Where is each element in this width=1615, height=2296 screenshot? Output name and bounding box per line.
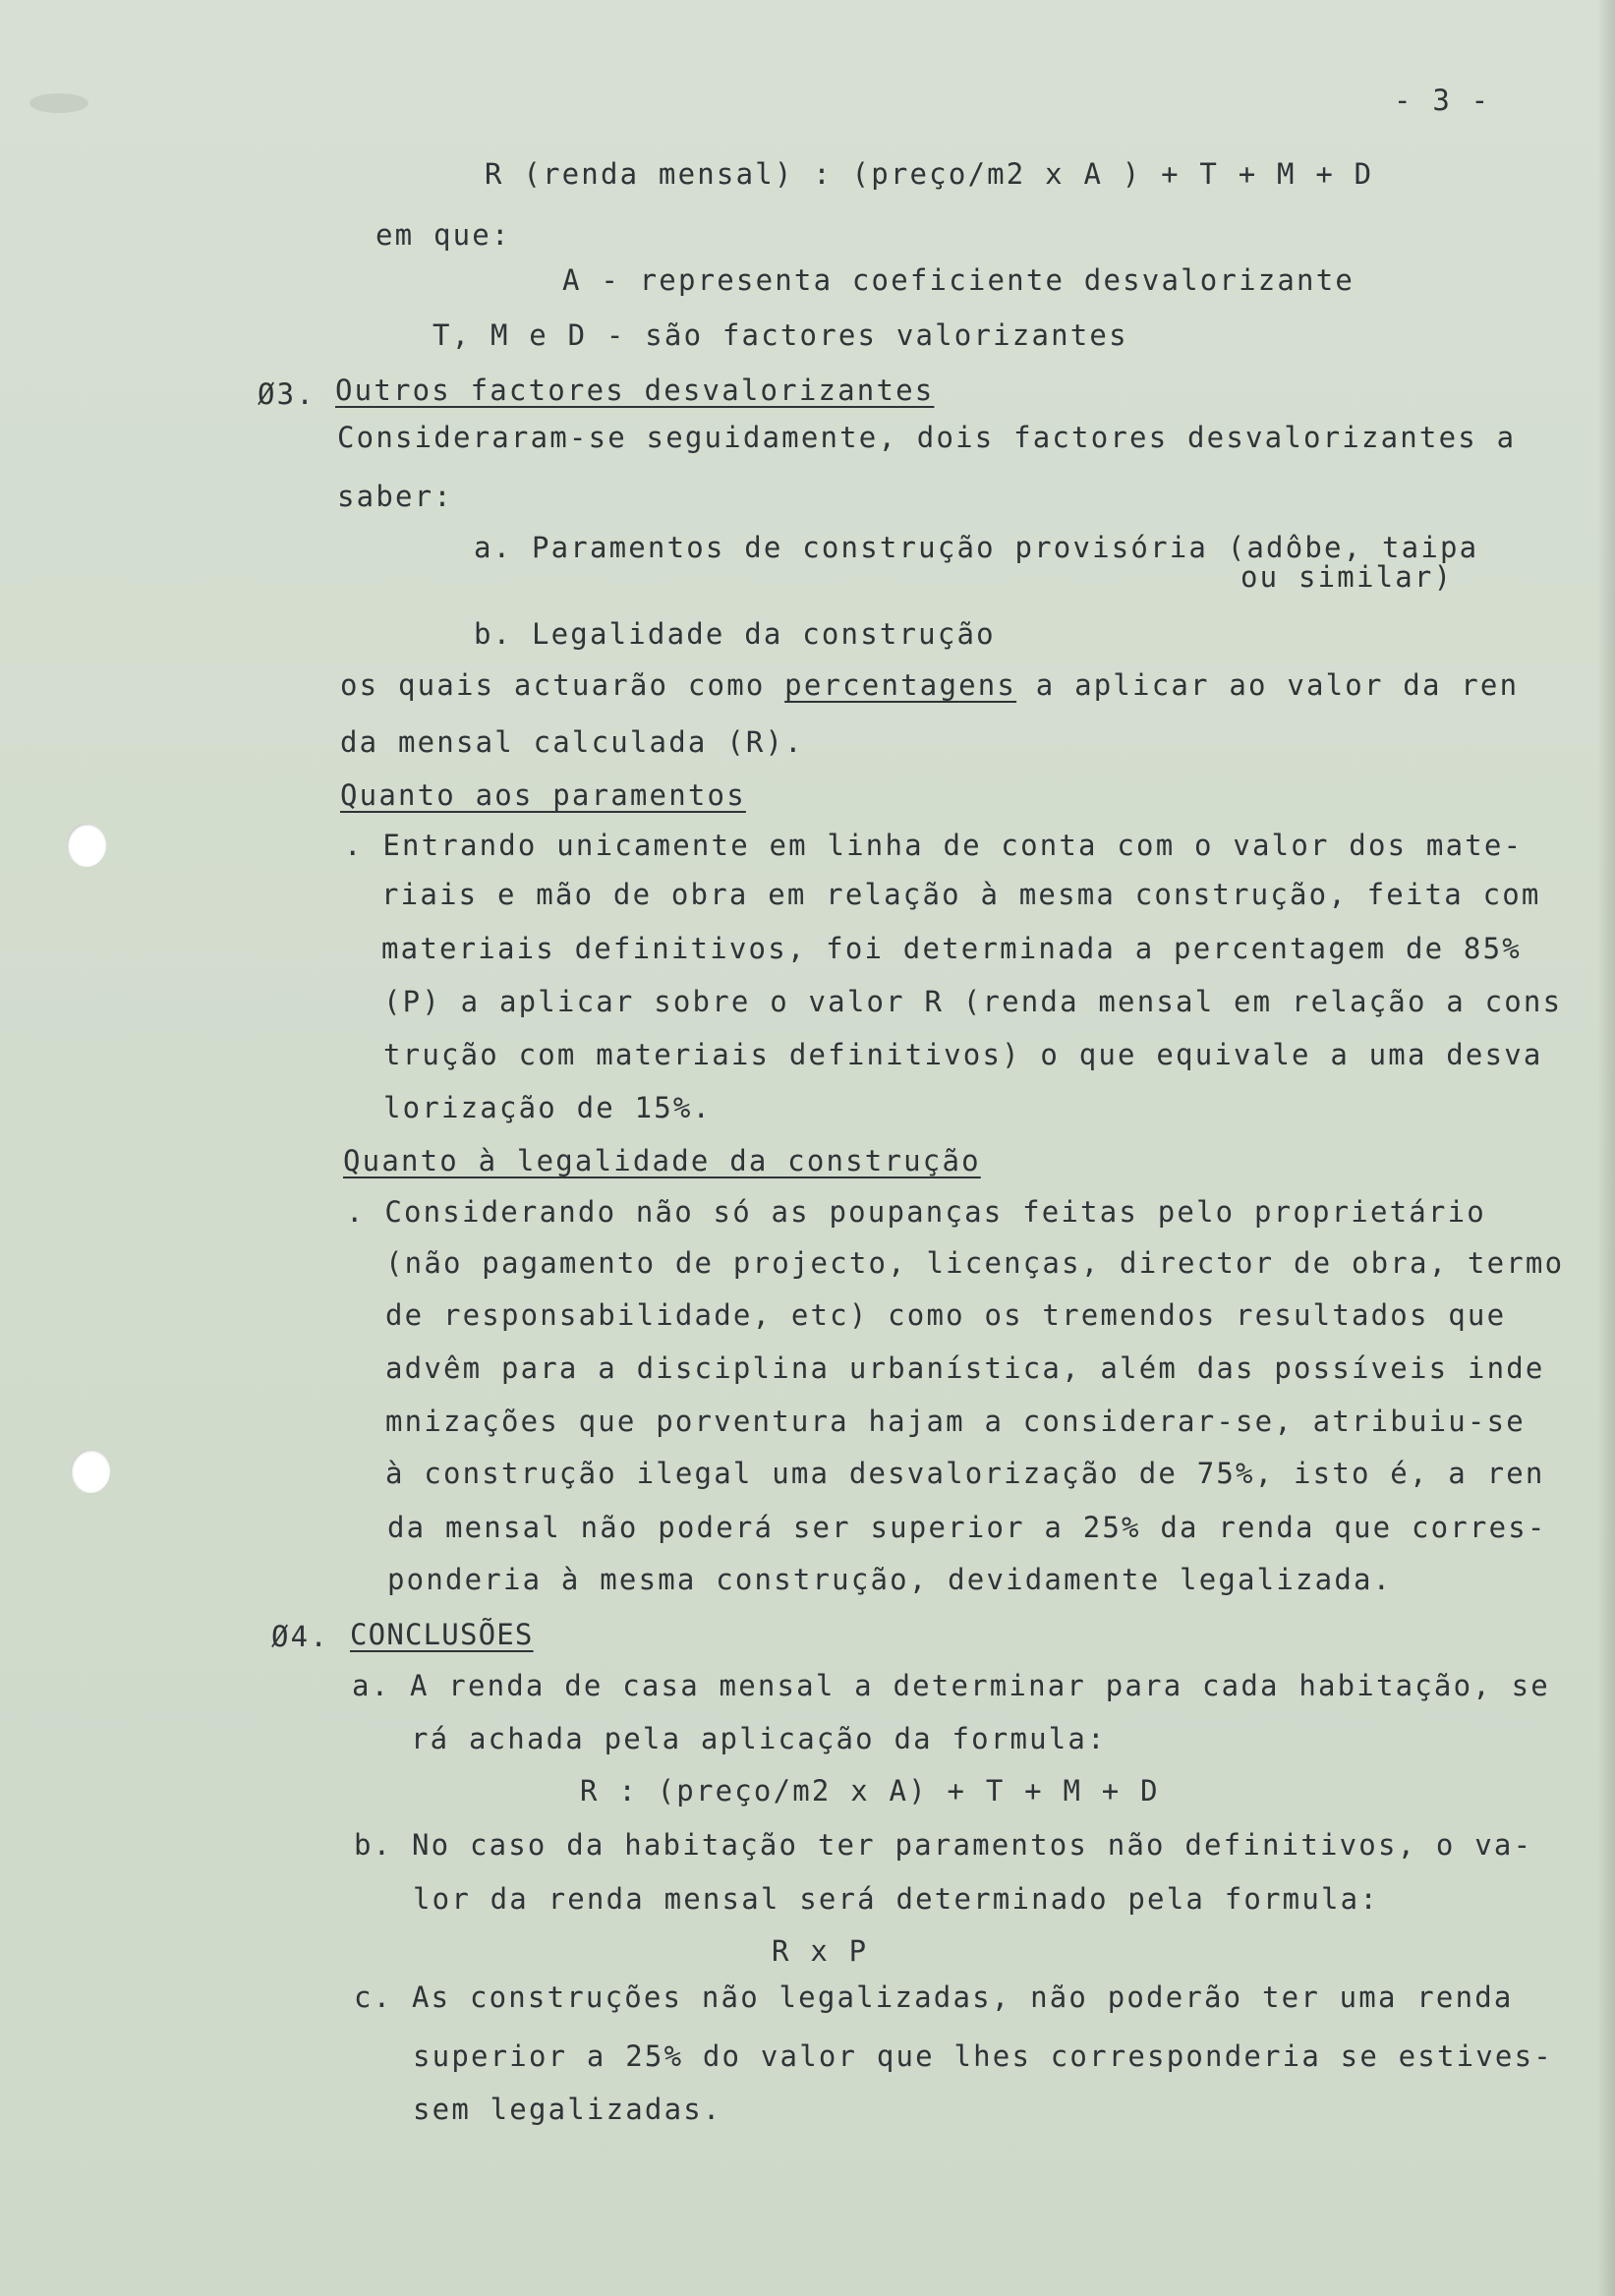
section-3-title: Outros factores desvalorizantes (335, 373, 935, 407)
text-segment: a aplicar ao valor da ren (1016, 668, 1520, 702)
percentagens-underlined: percentagens (784, 668, 1017, 702)
section-3-intro-line-2: saber: (337, 480, 453, 513)
section-3-intro-line-1: Consideraram-se seguidamente, dois factores desvalorizantes a (337, 421, 1517, 454)
conclusion-c-line-1: c. As construções não legalizadas, não poderão ter uma renda (354, 1980, 1514, 2014)
paramentos-line-4: (P) a aplicar sobre o valor R (renda mensal em relação a cons (383, 985, 1563, 1018)
section-4-title: CONCLUSÕES (350, 1618, 534, 1651)
paramentos-line-2: riais e mão de obra em relação à mesma construção, feita com (381, 878, 1541, 911)
paramentos-line-5: trução com materiais definitivos) o que equivale a uma desva (383, 1038, 1543, 1071)
legalidade-line-3: de responsabilidade, etc) como os tremendos resultados que (385, 1298, 1507, 1332)
paramentos-line-3: materiais definitivos, foi determinada a percentagem de 85% (381, 932, 1522, 965)
formula-main: R (renda mensal) : (preço/m2 x A ) + T + M + D (485, 157, 1374, 191)
section-4-number: Ø4. (271, 1620, 329, 1653)
subsection-paramentos-title: Quanto aos paramentos (340, 778, 746, 812)
conclusion-a-line-2: rá achada pela aplicação da formula: (411, 1722, 1107, 1755)
legalidade-line-2: (não pagamento de projecto, licenças, director de obra, termo (385, 1246, 1565, 1280)
text-segment: os quais actuarão como (340, 668, 785, 702)
definition-a: A - representa coeficiente desvalorizante (562, 263, 1355, 297)
conclusion-a-line-1: a. A renda de casa mensal a determinar para cada habitação, se (352, 1669, 1550, 1702)
legalidade-line-7: da mensal não poderá ser superior a 25% da renda que corres- (387, 1511, 1547, 1544)
legalidade-line-4: advêm para a disciplina urbanística, além das possíveis inde (385, 1351, 1545, 1385)
paramentos-line-1: . Entrando unicamente em linha de conta com o valor dos mate- (344, 829, 1524, 862)
legalidade-line-8: ponderia à mesma construção, devidamente legalizada. (387, 1563, 1393, 1596)
conclusion-b-line-2: lor da renda mensal será determinado pela formula: (413, 1882, 1379, 1916)
section-3-item-a-line-2: ou similar) (1240, 560, 1454, 594)
section-3-item-b: b. Legalidade da construção (474, 617, 996, 651)
definition-tmd: T, M e D - são factores valorizantes (433, 318, 1128, 352)
section-3-item-a-line-1: a. Paramentos de construção provisória (adôbe, taipa (474, 531, 1479, 564)
punch-hole-bottom (71, 1450, 110, 1493)
legalidade-line-6: à construção ilegal uma desvalorização de 75%, isto é, a ren (385, 1457, 1545, 1490)
subsection-legalidade-title: Quanto à legalidade da construção (343, 1144, 981, 1177)
legalidade-line-1: . Considerando não só as poupanças feitas pelo proprietário (346, 1195, 1486, 1229)
conclusion-c-line-2: superior a 25% do valor que lhes corresponderia se estives- (413, 2039, 1553, 2073)
conclusion-b-formula: R x P (772, 1934, 869, 1968)
legalidade-line-5: mnizações que porventura hajam a considerar-se, atribuiu-se (385, 1405, 1526, 1438)
section-3-text-line-2: da mensal calculada (R). (340, 725, 804, 759)
conclusion-a-formula: R : (preço/m2 x A) + T + M + D (580, 1774, 1160, 1808)
conclusion-b-line-1: b. No caso da habitação ter paramentos não definitivos, o va- (354, 1828, 1533, 1862)
paramentos-line-6: lorização de 15%. (383, 1091, 713, 1124)
page-edge-shadow (1597, 0, 1615, 2296)
section-3-number: Ø3. (258, 377, 316, 411)
paper-smudge (29, 93, 88, 113)
punch-hole-top (67, 824, 106, 867)
conclusion-c-line-3: sem legalizadas. (413, 2093, 722, 2126)
section-3-text-line-1 (340, 668, 1519, 702)
page-number: - 3 - (1394, 84, 1491, 117)
em-que-label: em que: (375, 218, 511, 252)
